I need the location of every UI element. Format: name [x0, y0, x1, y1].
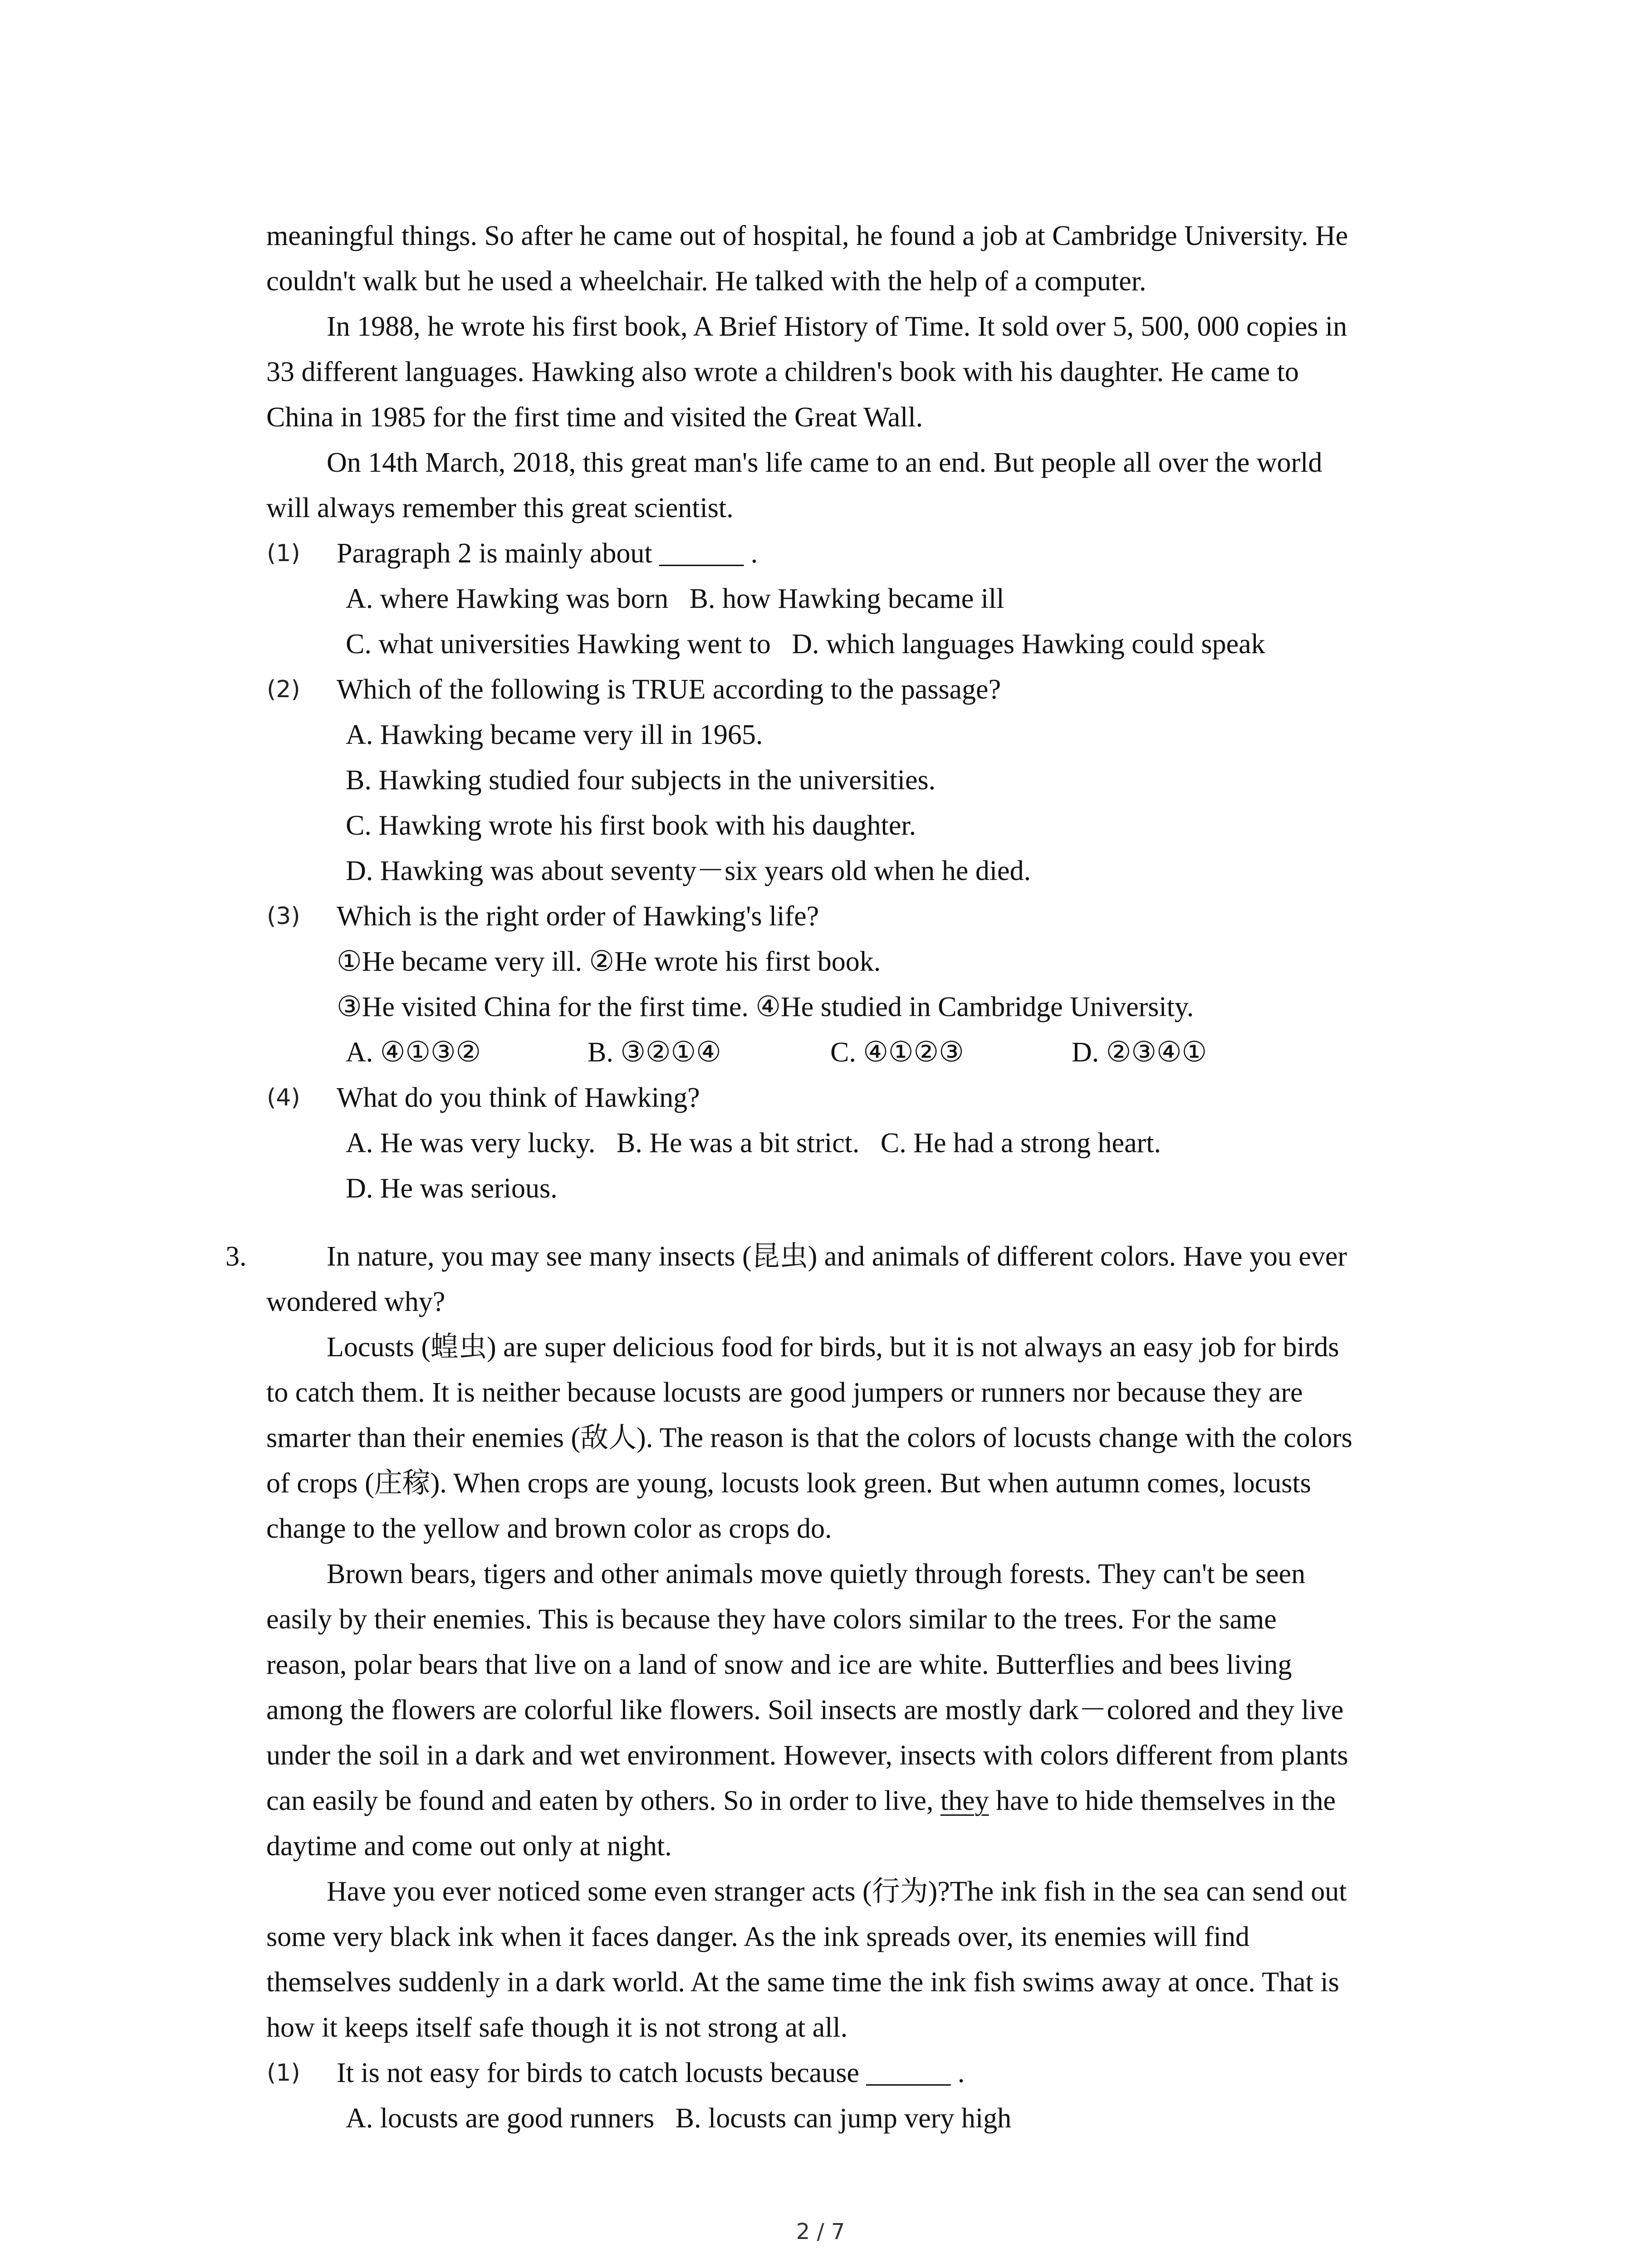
- passage3-line-3: Locusts (蝗虫) are super delicious food for birds, but it is not always an easy job for birds: [327, 1332, 1339, 1363]
- passage3-line-2: wondered why?: [266, 1286, 446, 1317]
- question-option: C. ④①②③: [830, 1037, 964, 1068]
- passage3-line-4: to catch them. It is neither because locusts are good jumpers or runners nor because they are: [266, 1377, 1303, 1408]
- passage3-line-5: smarter than their enemies (敌人). The reason is that the colors of locusts change with the colors: [266, 1422, 1352, 1453]
- passage3-line-1: In nature, you may see many insects (昆虫) and animals of different colors. Have you ever: [327, 1241, 1347, 1272]
- page-number: 2 / 7: [796, 2219, 845, 2244]
- question-stem: What do you think of Hawking?: [337, 1082, 700, 1113]
- question-option: D. ②③④①: [1072, 1037, 1207, 1068]
- question-option: B. Hawking studied four subjects in the universities.: [346, 765, 936, 796]
- question-option: A. locusts are good runners B. locusts can jump very high: [346, 2103, 1012, 2134]
- passage3-line-13: [266, 1783, 1336, 1819]
- question-number: (2): [267, 676, 300, 703]
- underlined-word: they: [940, 1785, 989, 1816]
- question-number: (4): [267, 1084, 300, 1111]
- question-option: C. what universities Hawking went to D. which languages Hawking could speak: [346, 629, 1265, 660]
- passage2-line-4: 33 different languages. Hawking also wrote a children's book with his daughter. He came to: [266, 357, 1299, 387]
- passage3-line-16: some very black ink when it faces danger. As the ink spreads over, its enemies will find: [266, 1921, 1249, 1952]
- passage3-line-12: under the soil in a dark and wet environment. However, insects with colors different from plants: [266, 1740, 1348, 1771]
- question-option: D. He was serious.: [346, 1173, 558, 1204]
- passage3-line-18: how it keeps itself safe though it is not strong at all.: [266, 2012, 848, 2043]
- passage3-line-6: of crops (庄稼). When crops are young, locusts look green. But when autumn comes, locusts: [266, 1468, 1311, 1499]
- question-option: A. Hawking became very ill in 1965.: [346, 719, 763, 750]
- question-stem: Paragraph 2 is mainly about ______ .: [337, 538, 758, 569]
- question-number: (1): [267, 2059, 300, 2087]
- passage3-line-7: change to the yellow and brown color as crops do.: [266, 1513, 832, 1544]
- passage3-line-15: Have you ever noticed some even stranger acts (行为)?The ink fish in the sea can send out: [327, 1876, 1347, 1907]
- question-number: (1): [267, 540, 300, 567]
- question-option: A. where Hawking was born B. how Hawking became ill: [346, 583, 1004, 614]
- passage3-text: can easily be found and eaten by others. So in order to live,: [266, 1785, 941, 1816]
- passage3-line-14: daytime and come out only at night.: [266, 1831, 672, 1862]
- question-sub-line: ③He visited China for the first time. ④He studied in Cambridge University.: [337, 992, 1194, 1022]
- passage2-line-3: In 1988, he wrote his first book, A Brief History of Time. It sold over 5, 500, 000 copies in: [327, 311, 1347, 342]
- question-sub-line: ①He became very ill. ②He wrote his first book.: [337, 946, 881, 977]
- question-number: (3): [267, 903, 300, 930]
- passage2-line-5: China in 1985 for the first time and visited the Great Wall.: [266, 402, 923, 433]
- passage2-line-1: meaningful things. So after he came out of hospital, he found a job at Cambridge University. He: [266, 220, 1348, 251]
- question-option: B. ③②①④: [588, 1037, 721, 1068]
- passage3-line-17: themselves suddenly in a dark world. At the same time the ink fish swims away at once. That is: [266, 1967, 1339, 1998]
- question-option: A. ④①③②: [346, 1037, 481, 1068]
- question-stem: Which is the right order of Hawking's life?: [337, 901, 819, 932]
- passage3-line-10: reason, polar bears that live on a land of snow and ice are white. Butterflies and bees living: [266, 1649, 1292, 1680]
- passage3-line-9: easily by their enemies. This is because they have colors similar to the trees. For the same: [266, 1604, 1277, 1635]
- question-stem: It is not easy for birds to catch locusts because ______ .: [337, 2058, 965, 2088]
- question-option: A. He was very lucky. B. He was a bit strict. C. He had a strong heart.: [346, 1128, 1161, 1158]
- question-option: C. Hawking wrote his first book with his daughter.: [346, 810, 916, 841]
- passage2-line-6: On 14th March, 2018, this great man's life came to an end. But people all over the world: [327, 447, 1323, 478]
- passage2-line-2: couldn't walk but he used a wheelchair. He talked with the help of a computer.: [266, 266, 1146, 297]
- question-option: D. Hawking was about seventy－six years old when he died.: [346, 855, 1031, 886]
- passage3-text: have to hide themselves in the: [989, 1785, 1336, 1816]
- item-number: 3.: [225, 1241, 247, 1272]
- passage3-line-8: Brown bears, tigers and other animals move quietly through forests. They can't be seen: [327, 1559, 1306, 1589]
- passage3-line-11: among the flowers are colorful like flowers. Soil insects are mostly dark－colored and they live: [266, 1695, 1344, 1725]
- passage2-line-7: will always remember this great scientist.: [266, 493, 734, 523]
- question-stem: Which of the following is TRUE according to the passage?: [337, 674, 1001, 705]
